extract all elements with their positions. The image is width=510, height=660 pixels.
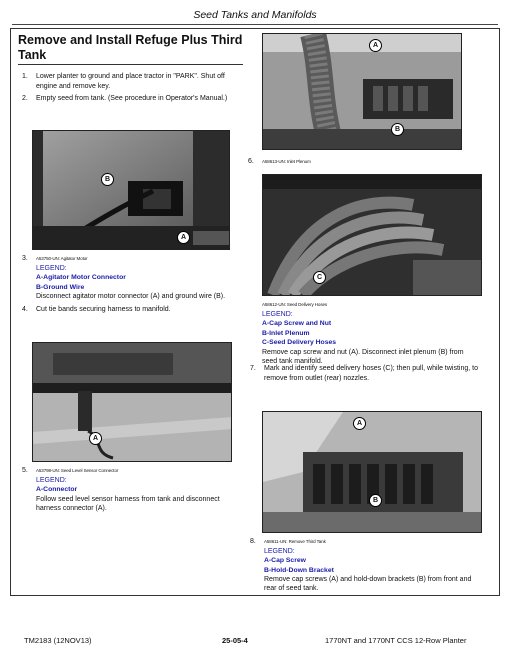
legend-item: A-Cap Screw and Nut [262, 320, 332, 327]
agitator-motor-photo [32, 130, 230, 250]
figure-caption: A58612-UN: Seed Delivery Hoses [262, 302, 328, 307]
step-5 [22, 466, 244, 513]
step-text: Cut tie bands securing harness to manifold. [36, 306, 171, 313]
step-number: 1. [22, 73, 28, 80]
legend-item: B-Ground Wire [36, 283, 85, 291]
inlet-plenum-illustration [263, 34, 462, 150]
step-3 [22, 254, 244, 301]
header-rule [12, 24, 498, 25]
step-number: 6. [248, 158, 254, 165]
step-number: 8. [250, 538, 256, 545]
seed-hoses-illustration [263, 175, 482, 296]
figure-caption: A58613-UN: Inlet Plenum [262, 159, 311, 164]
footer-product-name: 1770NT and 1770NT CCS 12-Row Planter [325, 636, 467, 645]
sensor-connector-illustration [33, 343, 232, 462]
section-title: Remove and Install Refuge Plus Third Tank [18, 33, 243, 62]
callout-a: A [89, 432, 102, 445]
callout-a: A [369, 39, 382, 52]
seed-level-sensor-photo [32, 342, 232, 462]
step-text: Follow seed level sensor harness from tank and disconnect harness connector (A). [36, 495, 220, 512]
step-4 [22, 305, 244, 315]
step-text: Mark and identify seed delivery hoses (C); then pull, while twisting, to remove from outlet (rear) nozzles. [264, 365, 478, 382]
remove-third-tank-photo [262, 411, 482, 533]
step-1 [22, 72, 244, 91]
footer-page-number: 25-05-4 [222, 636, 248, 645]
step-number: 3. [22, 255, 28, 262]
legend-item: A-Agitator Motor Connector [36, 274, 126, 281]
legend-heading: LEGEND: [36, 476, 67, 484]
third-tank-illustration [263, 412, 482, 533]
legend-heading: LEGEND: [262, 310, 293, 318]
agitator-motor-illustration [33, 131, 230, 250]
legend-item: A-Connector [36, 486, 78, 493]
step-number: 7. [250, 365, 256, 372]
legend-heading: LEGEND: [36, 264, 67, 272]
callout-b: B [369, 494, 382, 507]
callout-a: A [177, 231, 190, 244]
callout-c: C [313, 271, 326, 284]
seed-delivery-hoses-photo [262, 174, 482, 296]
step-text: Remove cap screw and nut (A). Disconnect inlet plenum (B) from seed tank manifold. [262, 348, 464, 365]
step-text: Lower planter to ground and place tractor in "PARK". Shut off engine and remove key. [36, 73, 225, 90]
step-6-legend [262, 300, 477, 366]
legend-item: A-Cap Screw [264, 557, 306, 564]
step-8 [250, 537, 478, 593]
legend-item: B-Inlet Plenum [262, 329, 310, 337]
step-7 [250, 364, 478, 383]
figure-caption: A53750-UN: Agitator Motor [36, 256, 88, 261]
legend-item: B-Hold-Down Bracket [264, 566, 334, 574]
step-text: Empty seed from tank. (See procedure in Operator's Manual.) [36, 95, 228, 102]
step-number: 5. [22, 467, 28, 474]
callout-b: B [101, 173, 114, 186]
footer-doc-id: TM2183 (12NOV13) [24, 636, 92, 645]
figure-caption: A58611-UN: Remove Third Tank [264, 539, 326, 544]
figure-caption: A53798-UN: Seed Level Sensor Connector [36, 468, 119, 473]
step-2 [22, 94, 244, 104]
step-text: Remove cap screws (A) and hold-down brackets (B) from front and rear of seed tank. [264, 576, 472, 592]
callout-b: B [391, 123, 404, 136]
section-rule [18, 64, 243, 65]
legend-item: C-Seed Delivery Hoses [262, 339, 337, 346]
legend-heading: LEGEND: [264, 547, 295, 555]
page-header-title: Seed Tanks and Manifolds [193, 9, 317, 21]
callout-a: A [353, 417, 366, 430]
inlet-plenum-photo [262, 33, 462, 150]
step-number: 4. [22, 306, 28, 313]
step-number: 2. [22, 95, 28, 102]
step-6 [248, 157, 478, 167]
step-text: Disconnect agitator motor connector (A) and ground wire (B). [36, 293, 226, 300]
